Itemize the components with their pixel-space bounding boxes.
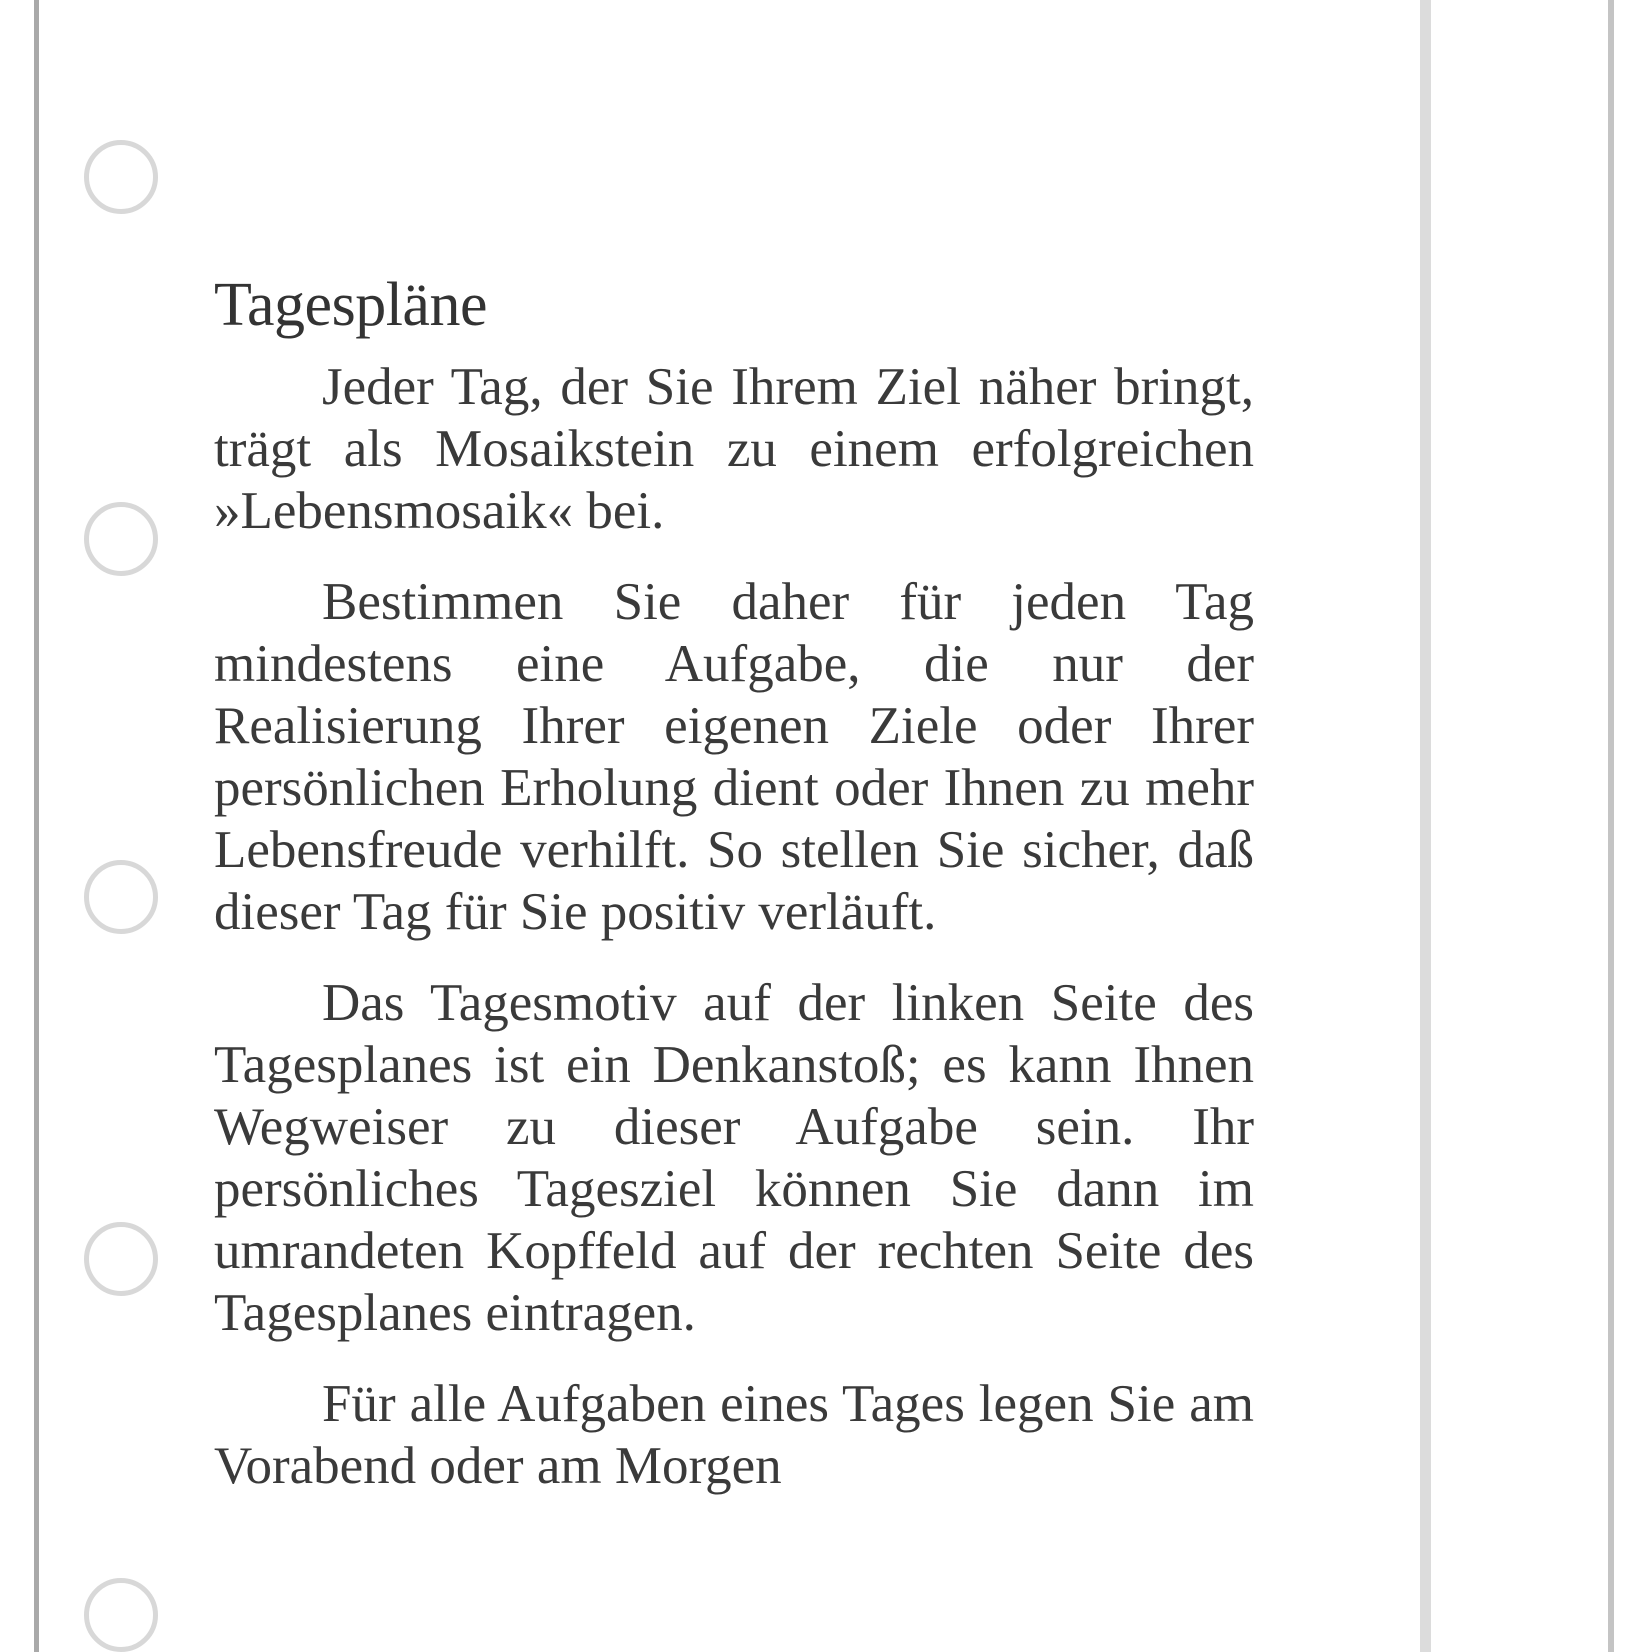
paragraph: Bestimmen Sie daher für jeden Tag mindestens eine Aufgabe, die nur der Realisierung Ihrer eigenen Ziele oder Ihrer persönlichen Erholung dient oder Ihnen zu mehr Lebensfreude verhilft. So stellen Sie sicher, daß dieser Tag für Sie positiv verläuft. (214, 573, 1254, 941)
punch-hole-icon (84, 502, 158, 576)
paragraph: Jeder Tag, der Sie Ihrem Ziel näher bringt, trägt als Mosaikstein zu einem erfolgreichen »Lebensmosaik« bei. (214, 358, 1254, 540)
page-title: Tagespläne (214, 271, 487, 339)
punch-hole-icon (84, 1222, 158, 1296)
punch-hole-icon (84, 140, 158, 214)
text-column (214, 262, 1254, 1497)
punch-hole-icon (84, 1578, 158, 1652)
punch-hole-icon (84, 860, 158, 934)
paragraph: Für alle Aufgaben eines Tages legen Sie am Vorabend oder am Morgen (214, 1375, 1254, 1495)
paragraph: Das Tagesmotiv auf der linken Seite des Tagesplanes ist ein Denkanstoß; es kann Ihnen Wegweiser zu dieser Aufgabe sein. Ihr persönliches Tagesziel können Sie dann im umrandeten Kopffeld auf der rechten Seite des Tagesplanes eintragen. (214, 974, 1254, 1342)
next-page-edge (1608, 0, 1614, 1652)
